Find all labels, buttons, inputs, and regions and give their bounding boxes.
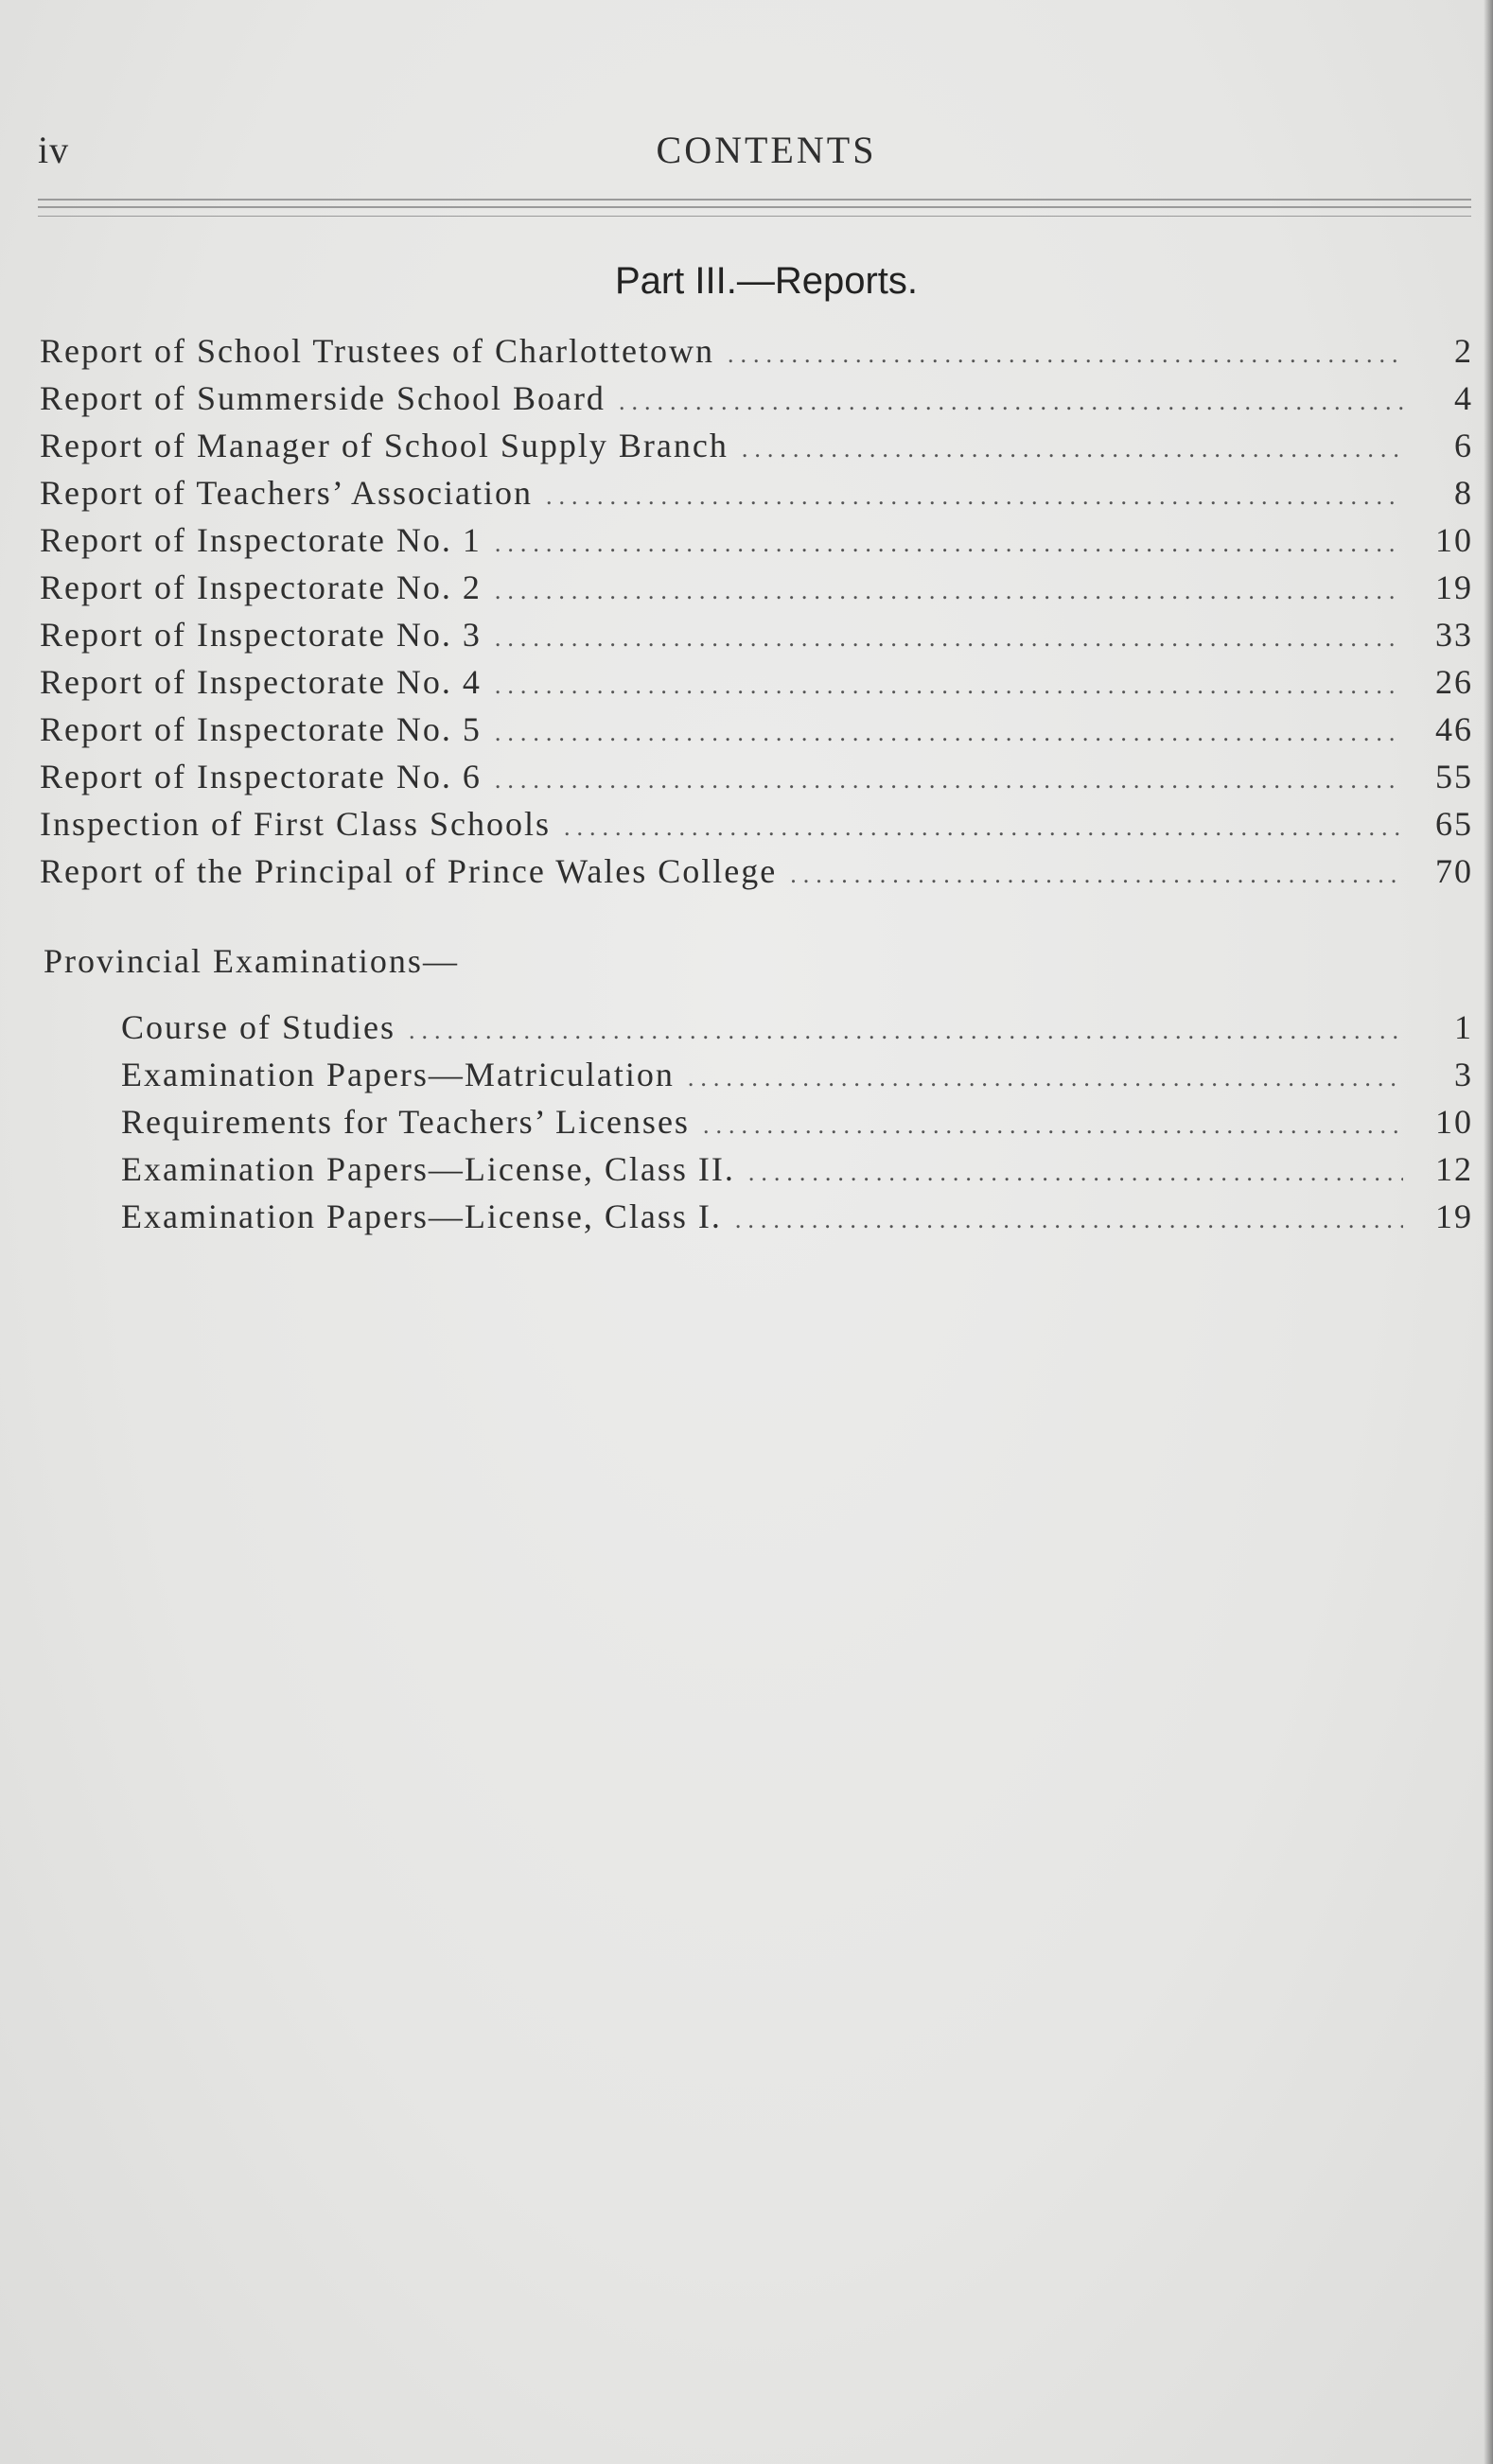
- provincial-examinations-list: [121, 1007, 1473, 1244]
- dot-leader: [564, 813, 1403, 842]
- toc-entry-title: Report of Summerside School Board: [40, 379, 606, 417]
- toc-entry: [40, 662, 1473, 709]
- toc-entry-page: 65: [1435, 805, 1473, 843]
- part-title: Part III.—Reports.: [614, 260, 919, 302]
- provincial-examinations-heading: Provincial Examinations—: [44, 942, 459, 980]
- page-edge-shadow: [1484, 0, 1493, 2464]
- toc-entry-page: 46: [1435, 710, 1473, 748]
- toc-entry: [121, 1007, 1473, 1055]
- toc-entry-page: 19: [1435, 1197, 1473, 1235]
- toc-entry-title: Requirements for Teachers’ Licenses: [121, 1103, 690, 1141]
- toc-entry: [40, 804, 1473, 851]
- toc-entry-page: 70: [1435, 852, 1473, 890]
- toc-entry-page: 2: [1454, 332, 1473, 370]
- toc-entry: [40, 709, 1473, 757]
- toc-entry-title: Report of Teachers’ Association: [40, 474, 534, 512]
- dot-leader: [495, 624, 1403, 653]
- toc-entry-page: 8: [1454, 474, 1473, 512]
- dot-leader: [688, 1064, 1403, 1092]
- toc-entry: [40, 426, 1473, 473]
- toc-entry-page: 6: [1454, 427, 1473, 464]
- dot-leader: [495, 577, 1403, 605]
- toc-entry: [40, 757, 1473, 804]
- toc-entry-page: 19: [1435, 568, 1473, 606]
- toc-entry: [40, 331, 1473, 378]
- toc-entry-title: Report of School Trustees of Charlottetown: [40, 332, 714, 370]
- toc-entry: [121, 1055, 1473, 1102]
- toc-entry: [40, 568, 1473, 615]
- dot-leader: [748, 1159, 1403, 1187]
- toc-entry-title: Examination Papers—Matriculation: [121, 1056, 675, 1093]
- toc-entry: [121, 1197, 1473, 1244]
- toc-entry-title: Report of Inspectorate No. 5: [40, 710, 482, 748]
- toc-entry-page: 10: [1435, 521, 1473, 559]
- dot-leader: [728, 341, 1403, 369]
- dot-leader: [409, 1017, 1403, 1045]
- header-rule: [38, 216, 1471, 217]
- page-number: iv: [38, 129, 70, 171]
- reports-list: [40, 331, 1473, 899]
- dot-leader: [735, 1206, 1403, 1234]
- header-rule: [38, 206, 1471, 208]
- toc-entry: [40, 851, 1473, 899]
- toc-entry-title: Report of Inspectorate No. 6: [40, 758, 482, 795]
- toc-entry-title: Report of Inspectorate No. 4: [40, 663, 482, 701]
- toc-entry-page: 12: [1435, 1150, 1473, 1188]
- toc-entry-title: Report of Inspectorate No. 1: [40, 521, 482, 559]
- dot-leader: [546, 482, 1403, 511]
- toc-entry: [40, 378, 1473, 426]
- toc-entry-page: 3: [1454, 1056, 1473, 1093]
- toc-entry-page: 55: [1435, 758, 1473, 795]
- dot-leader: [495, 672, 1403, 700]
- dot-leader: [495, 719, 1403, 747]
- toc-entry-title: Report of the Principal of Prince Wales College: [40, 852, 778, 890]
- toc-entry-title: Report of Inspectorate No. 2: [40, 568, 482, 606]
- toc-entry-title: Inspection of First Class Schools: [40, 805, 551, 843]
- dot-leader: [619, 388, 1403, 416]
- header-rule: [38, 199, 1471, 201]
- toc-entry-title: Report of Manager of School Supply Branch: [40, 427, 729, 464]
- toc-entry-title: Examination Papers—License, Class II.: [121, 1150, 735, 1188]
- dot-leader: [703, 1111, 1403, 1140]
- dot-leader: [790, 861, 1403, 889]
- toc-entry-page: 10: [1435, 1103, 1473, 1141]
- page-header: [38, 128, 1476, 175]
- toc-entry-title: Course of Studies: [121, 1008, 395, 1046]
- toc-entry-title: Report of Inspectorate No. 3: [40, 616, 482, 654]
- toc-entry-page: 4: [1454, 379, 1473, 417]
- toc-entry-page: 33: [1435, 616, 1473, 654]
- dot-leader: [495, 530, 1403, 558]
- running-title: CONTENTS: [656, 129, 877, 171]
- toc-entry-page: 1: [1454, 1008, 1473, 1046]
- toc-entry: [40, 473, 1473, 520]
- toc-entry-page: 26: [1435, 663, 1473, 701]
- toc-entry: [121, 1149, 1473, 1197]
- toc-entry-title: Examination Papers—License, Class I.: [121, 1197, 722, 1235]
- toc-entry: [40, 615, 1473, 662]
- dot-leader: [742, 435, 1403, 463]
- dot-leader: [495, 766, 1403, 795]
- toc-entry: [40, 520, 1473, 568]
- toc-entry: [121, 1102, 1473, 1149]
